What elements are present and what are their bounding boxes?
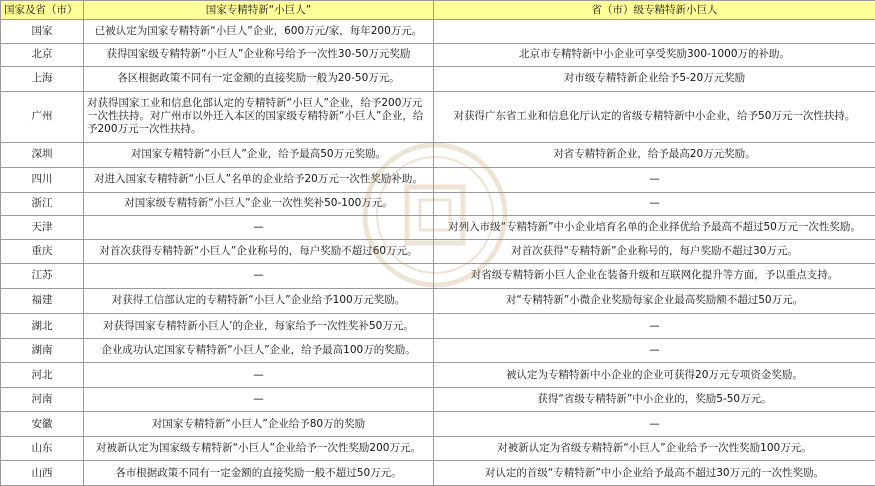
provincial-cell: 获得“省级专精特新”中小企业的，奖励5-50万元。 (434, 387, 875, 412)
header-region: 国家及省（市） (1, 1, 84, 20)
header-national: 国家专精特新“小巨人” (84, 1, 434, 20)
region-cell: 福建 (1, 288, 84, 314)
provincial-cell: 对首次获得“专精特新”企业称号的，每户奖励不超过30万元。 (434, 239, 875, 264)
provincial-cell: — (434, 168, 875, 193)
provincial-cell: — (434, 338, 875, 363)
national-cell: — (84, 216, 434, 240)
national-cell: 获得国家级专精特新“小巨人”企业称号给予一次性30-50万元奖励 (84, 43, 434, 67)
table-row (1, 363, 875, 388)
region-cell: 湖北 (1, 314, 84, 339)
table-row (1, 239, 875, 264)
table-row (1, 67, 875, 92)
region-cell: 河南 (1, 387, 84, 412)
region-cell: 浙江 (1, 192, 84, 216)
provincial-cell: — (434, 314, 875, 339)
table-row (1, 142, 875, 168)
national-cell: — (84, 387, 434, 412)
national-cell: 各区根据政策不同有一定金额的直接奖励一般为20-50万元。 (84, 67, 434, 92)
national-cell: 对获得工信部认定的专精特新“小巨人”企业给予100万元奖励。 (84, 288, 434, 314)
table-row (1, 387, 875, 412)
national-cell: — (84, 363, 434, 388)
header-provincial: 省（市）级专精特新小巨人 (434, 1, 875, 20)
table-row (1, 216, 875, 240)
region-cell: 河北 (1, 363, 84, 388)
table-row (1, 192, 875, 216)
header-row (1, 1, 875, 20)
national-cell: — (84, 264, 434, 289)
national-cell: 对被新认定为国家级专精特新“小巨人”企业给予一次性奖励200万元。 (84, 436, 434, 461)
provincial-cell: 对获得广东省工业和信息化厅认定的省级专精特新中小企业，给予50万元一次性扶持。 (434, 91, 875, 142)
provincial-cell: 对市级专精特新企业给予5-20万元奖励 (434, 67, 875, 92)
provincial-cell: 北京市专精特新中小企业可享受奖励300-1000万的补助。 (434, 43, 875, 67)
provincial-cell: 对列入市级“专精特新”中小企业培育名单的企业择优给予最高不超过50万元一次性奖励。 (434, 216, 875, 240)
table-row (1, 264, 875, 289)
provincial-cell: 对省专精特新企业，给予最高20万元奖励。 (434, 142, 875, 168)
table-row (1, 461, 875, 486)
national-cell: 对获得国家工业和信息化部认定的专精特新“小巨人”企业，给予200万元一次性扶持。对广州市以外迁入本区的国家级专精特新“小巨人”企业，给予200万元一次性扶持。 (84, 91, 434, 142)
region-cell: 上海 (1, 67, 84, 92)
region-cell: 山西 (1, 461, 84, 486)
table-row (1, 20, 875, 44)
national-cell: 各市根据政策不同有一定金额的直接奖励一般不超过50万元。 (84, 461, 434, 486)
national-cell: 已被认定为国家专精特新“小巨人”企业，600万元/家，每年200万元。 (84, 20, 434, 44)
table-row (1, 43, 875, 67)
provincial-cell: 对被新认定为省级专精特新“小巨人”企业给予一次性奖励100万元。 (434, 436, 875, 461)
provincial-cell: — (434, 192, 875, 216)
provincial-cell: 对“专精特新”小微企业奖励每家企业最高奖励额不超过50万元。 (434, 288, 875, 314)
region-cell: 山东 (1, 436, 84, 461)
national-cell: 企业成功认定国家专精特新“小巨人”企业，给予最高100万的奖励。 (84, 338, 434, 363)
table-row (1, 338, 875, 363)
national-cell: 对首次获得专精特新“小巨人”企业称号的，每户奖励不超过60万元。 (84, 239, 434, 264)
region-cell: 湖南 (1, 338, 84, 363)
table-row (1, 314, 875, 339)
region-cell: 深圳 (1, 142, 84, 168)
provincial-cell: — (434, 412, 875, 437)
provincial-cell: 被认定为专精特新中小企业的企业可获得20万元专项资金奖励。 (434, 363, 875, 388)
national-cell: 对国家专精特新“小巨人”企业给予80万的奖励 (84, 412, 434, 437)
region-cell: 安徽 (1, 412, 84, 437)
region-cell: 四川 (1, 168, 84, 193)
table-row (1, 288, 875, 314)
provincial-cell: 对省级专精特新小巨人企业在装备升级和互联网化提升等方面，予以重点支持。 (434, 264, 875, 289)
region-cell: 北京 (1, 43, 84, 67)
national-cell: 对获得国家专精特新小巨人’的企业，每家给予一次性奖补50万元。 (84, 314, 434, 339)
table-row (1, 91, 875, 142)
region-cell: 江苏 (1, 264, 84, 289)
region-cell: 国家 (1, 20, 84, 44)
national-cell: 对国家级专精特新“小巨人”企业一次性奖补50-100万元。 (84, 192, 434, 216)
region-cell: 重庆 (1, 239, 84, 264)
region-cell: 天津 (1, 216, 84, 240)
table-row (1, 436, 875, 461)
table-row (1, 412, 875, 437)
table-row (1, 168, 875, 193)
national-cell: 对进入国家专精特新“小巨人”名单的企业给予20万元一次性奖励补助。 (84, 168, 434, 193)
national-cell: 对国家专精特新“小巨人”企业，给予最高50万元奖励。 (84, 142, 434, 168)
region-cell: 广州 (1, 91, 84, 142)
provincial-cell (434, 20, 875, 44)
provincial-cell: 对认定的首级“专精特新”中小企业给予最高不超过30万元的一次性奖励。 (434, 461, 875, 486)
